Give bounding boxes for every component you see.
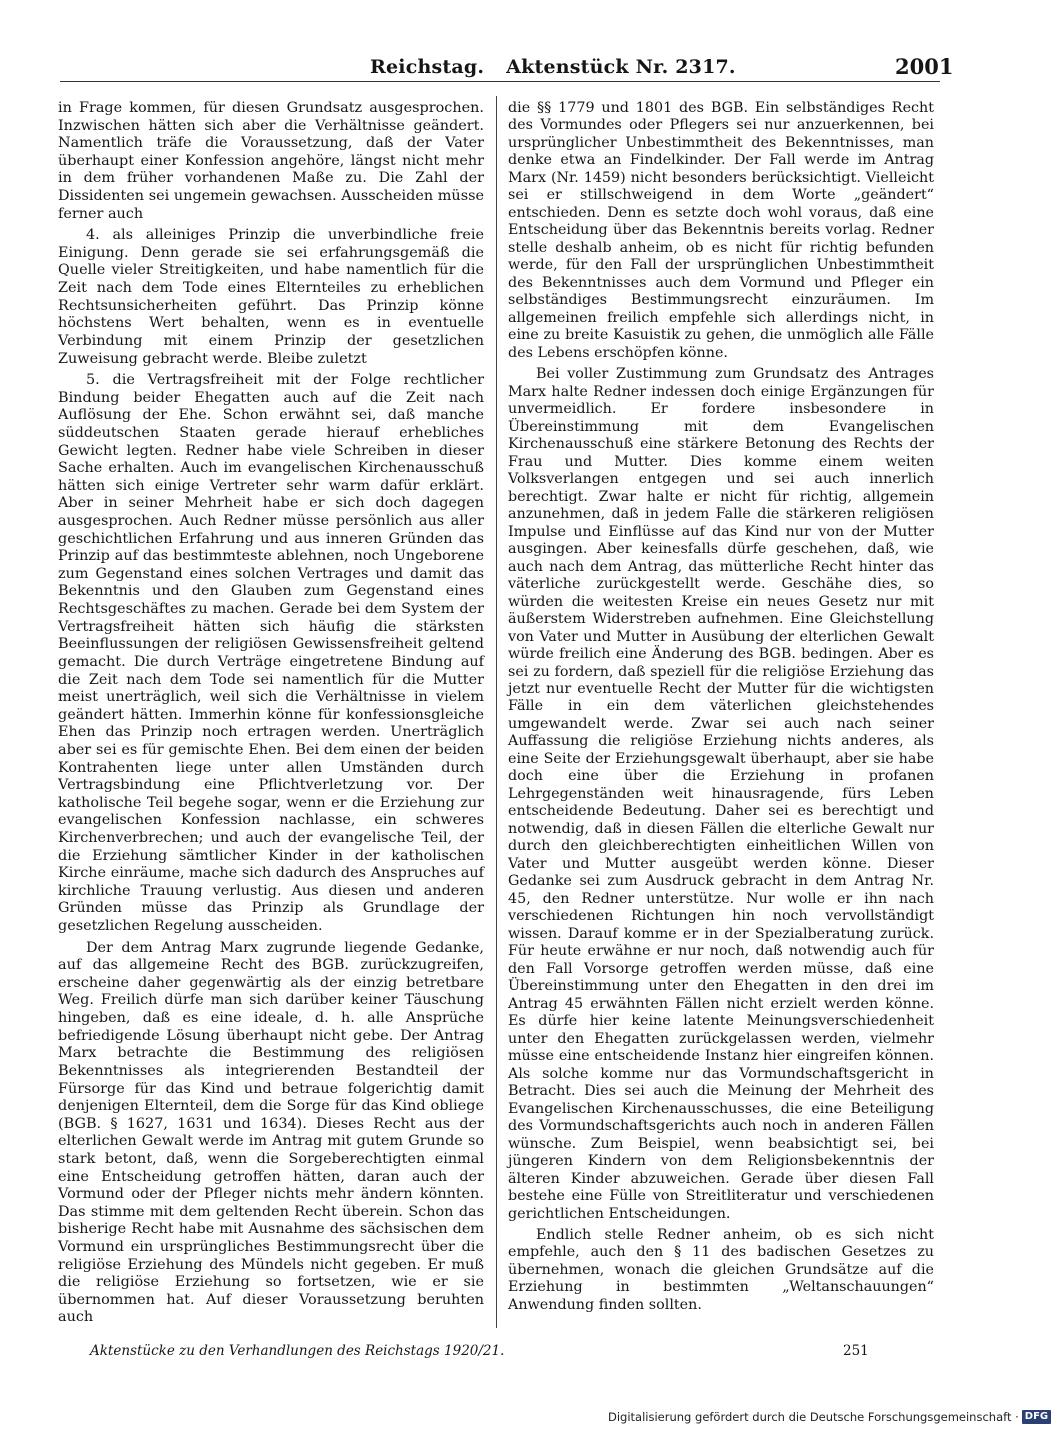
dfg-logo-icon: DFG xyxy=(1022,1410,1051,1424)
page-header xyxy=(0,44,1000,84)
footer-source: Aktenstücke zu den Verhandlungen des Reichstags 1920/21. xyxy=(90,1343,505,1359)
left-paragraph-3: 5. die Vertragsfreiheit mit der Folge rechtlicher Bindung beider Ehegatten auch auf die Zeit nach Auflösung der Ehe. Schon erwähnt sei, daß manche süddeutschen Staaten gerade hierauf erhebliches Gewicht legten. Redner habe viele Schreiben in dieser Sache erhalten. Auch im evangelischen Kirchenausschuß hätten sich einige Vertreter sehr warm dafür erklärt. Aber in seiner Mehrheit habe er sich doch dagegen ausgesprochen. Auch Redner müsse persönlich aus aller geschichtlichen Erfahrung und aus inneren Gründen das Prinzip auf das bestimmteste ablehnen, noch Ungeborene zum Gegenstand eines solchen Vertrages und damit das Bekenntnis und den Glauben zum Gegenstand eines Rechtsgeschäftes zu machen. Gerade bei dem System der Vertragsfreiheit hätten sich häufig die stärksten Beeinflussungen der religiösen Gewissensfreiheit geltend gemacht. Die durch Verträge eingetretene Bindung auf die Zeit nach dem Tode sei namentlich für die Mutter meist unerträglich, weil sich die Verhältnisse in vielem geändert hätten. Immerhin könne für konfessionsgleiche Ehen das Prinzip noch ertragen werden. Unerträglich aber sei es für gemischte Ehen. Bei dem einen der beiden Kontrahenten liege unter allen Umständen durch Vertragsbindung eine Pflichtverletzung vor. Der katholische Teil begehe sogar, wenn er die Erziehung zur evangelischen Konfession nachlasse, ein schweres Kirchenverbrechen; und auch der evangelische Teil, der die Erziehung sämtlicher Kinder in der katholischen Kirche einräume, mache sich dadurch des Anspruches auf kirchliche Trauung verlustig. Aus diesen und anderen Gründen müsse das Prinzip als Grundlage der gesetzlichen Regelung ausscheiden. xyxy=(58,372,484,935)
right-column xyxy=(508,100,934,1314)
left-paragraph-4: Der dem Antrag Marx zugrunde liegende Gedanke, auf das allgemeine Recht des BGB. zurückzugreifen, erscheine daher gegenwärtig als der einzig betretbare Weg. Freilich dürfe man sich darüber keiner Täuschung hingeben, daß es eine ideale, d. h. alle Ansprüche befriedigende Lösung überhaupt nicht gebe. Der Antrag Marx betrachte die Bestimmung des religiösen Bekenntnisses als integrierenden Bestandteil der Fürsorge für das Kind und betraue folgerichtig damit denjenigen Elternteil, dem die Sorge für das Kind obliege (BGB. § 1627, 1631 und 1634). Dieses Recht aus der elterlichen Gewalt werde im Antrag mit gutem Grunde so stark betont, daß, wenn die Sorgeberechtigten einmal eine Entscheidung getroffen hätten, daran auch der Vormund oder der Pfleger nichts mehr ändern könnten. Das stimme mit dem geltenden Recht überein. Schon das bisherige Recht habe mit Ausnahme des sächsischen dem Vormund ein ursprüngliches Bestimmungsrecht über die religiöse Erziehung des Mündels nicht gegeben. Er muß die religiöse Erziehung so fortsetzen, wie er sie übernommen hat. Auf dieser Voraussetzung beruhten auch xyxy=(58,939,484,1326)
header-rule xyxy=(60,81,940,82)
footer-number: 251 xyxy=(843,1343,869,1359)
right-paragraph-2: Bei voller Zustimmung zum Grundsatz des Antrages Marx halte Redner indessen doch einige Ergänzungen für unvermeidlich. Er fordere insbesondere in Übereinstimmung mit dem Evangelischen Kirchenausschuß eine stärkere Betonung des Rechts der Frau und Mutter. Dies komme einem weiten Volksverlangen entgegen und sei auch innerlich berechtigt. Zwar halte er nicht für richtig, allgemein anzunehmen, daß in jedem Falle die stärkeren religiösen Impulse und Einflüsse auf das Kind nur von der Mutter ausgingen. Aber keinesfalls dürfe geschehen, daß, wie auch nach dem Antrag, das mütterliche Recht hinter das väterliche zurückgestellt werde. Geschähe dies, so würden die weitesten Kreise ein neues Gesetz nur mit äußerstem Widerstreben aufnehmen. Eine Gleichstellung von Vater und Mutter in Ausübung der elterlichen Gewalt würde freilich eine Änderung des BGB. bedingen. Aber es sei zu fordern, daß speziell für die religiöse Erziehung das jetzt nur eventuelle Recht der Mutter für die wichtigsten Fälle in ein dem väterlichen gleichstehendes umgewandelt werde. Zwar sei auch nach seiner Auffassung die religiöse Erziehung nichts anderes, als eine Seite der Erziehungsgewalt überhaupt, aber sie habe doch eine über die Erziehung in profanen Lehrgegenständen weit hinausragende, fürs Leben entscheidende Bedeutung. Daher sei es berechtigt und notwendig, daß in diesen Fällen die elterliche Gewalt nur durch den gleichberechtigten einheitlichen Willen von Vater und Mutter ausgeübt werden könne. Dieser Gedanke sei zum Ausdruck gebracht in dem Antrag Nr. 45, den Redner unterstütze. Nur wolle er ihn nach verschiedenen Richtungen hin noch vervollständigt wissen. Darauf komme er in der Spezialberatung zurück. Für heute erwähne er nur noch, daß notwendig auch für den Fall Vorsorge getroffen werden müsse, daß eine Übereinstimmung unter den Ehegatten in den drei im Antrag 45 erwähnten Fällen nicht erzielt werden könne. Es dürfe hier keine latente Meinungsverschiedenheit unter den Ehegatten zurückgelassen werden, vielmehr müsse eine entscheidende Instanz hier eingreifen können. Als solche komme nur das Vormundschaftsgericht in Betracht. Dies sei auch die Meinung der Mehrheit des Evangelischen Kirchenausschusses, die eine Beteiligung des Vormundschaftsgerichts auch noch in anderen Fällen wünsche. Zum Beispiel, wenn beabsichtigt sei, bei jüngeren Kindern von dem Religionsbekenntnis der älteren Kinder abzuweichen. Gerade über diesen Fall bestehe eine Fülle von Streitliteratur und verschiedenen gerichtlichen Entscheidungen. xyxy=(508,366,934,1222)
left-paragraph-2: 4. als alleiniges Prinzip die unverbindliche freie Einigung. Denn gerade sie sei erfahrungsgemäß die Quelle vieler Streitigkeiten, und habe namentlich für die Zeit nach dem Tode eines Elternteiles zu erheblichen Rechtsunsicherheiten geführt. Das Prinzip könne höchstens Wert behalten, wenn es in eventuelle Verbindung mit einem Prinzip der gesetzlichen Zuweisung gebracht werde. Bleibe zuletzt xyxy=(58,227,484,367)
page-number: 2001 xyxy=(895,54,954,79)
running-title xyxy=(370,56,736,78)
digitization-attribution xyxy=(608,1410,1051,1424)
running-title-center: Aktenstück Nr. 2317. xyxy=(506,56,736,78)
left-paragraph-1: in Frage kommen, für diesen Grundsatz ausgesprochen. Inzwischen hätten sich aber die Verhältnisse geändert. Namentlich träfe die Voraussetzung, daß der Vater überhaupt einer Konfession angehöre, längst nicht mehr in dem früher vorhandenen Maße zu. Die Zahl der Dissidenten sei ungemein gewachsen. Ausscheiden müsse ferner auch xyxy=(58,100,484,222)
running-title-left: Reichstag. xyxy=(370,56,485,78)
left-column xyxy=(58,100,484,1327)
column-divider xyxy=(496,96,497,1328)
right-paragraph-1: die §§ 1779 und 1801 des BGB. Ein selbständiges Recht des Vormundes oder Pflegers sei nur anzuerkennen, bei ursprünglicher Unbestimmtheit des Bekenntnisses, man denke etwa an Findelkinder. Der Fall werde im Antrag Marx (Nr. 1459) nicht besonders berücksichtigt. Vielleicht sei er stillschweigend in dem Worte „geändert“ entschieden. Denn es setzte doch wohl voraus, daß eine Entscheidung über das Bekenntnis bereits vorlag. Redner stelle deshalb anheim, ob es nicht für richtig befunden werde, für den Fall der ursprünglichen Unbestimmtheit des Bekenntnisses auch dem Vormund und Pfleger ein selbständiges Bestimmungsrecht einzuräumen. Im allgemeinen freilich empfehle sich allerdings nicht, in eine zu breite Kasuistik zu gehen, die unmöglich alle Fälle des Lebens erschöpfen könne. xyxy=(508,100,934,361)
right-paragraph-3: Endlich stelle Redner anheim, ob es sich nicht empfehle, auch den § 11 des badischen Gesetzes zu übernehmen, wonach die gleichen Grundsätze auf die Erziehung in bestimmten „Weltanschauungen“ Anwendung finden sollten. xyxy=(508,1227,934,1313)
attribution-text: Digitalisierung gefördert durch die Deutsche Forschungsgemeinschaft · xyxy=(608,1410,1019,1424)
